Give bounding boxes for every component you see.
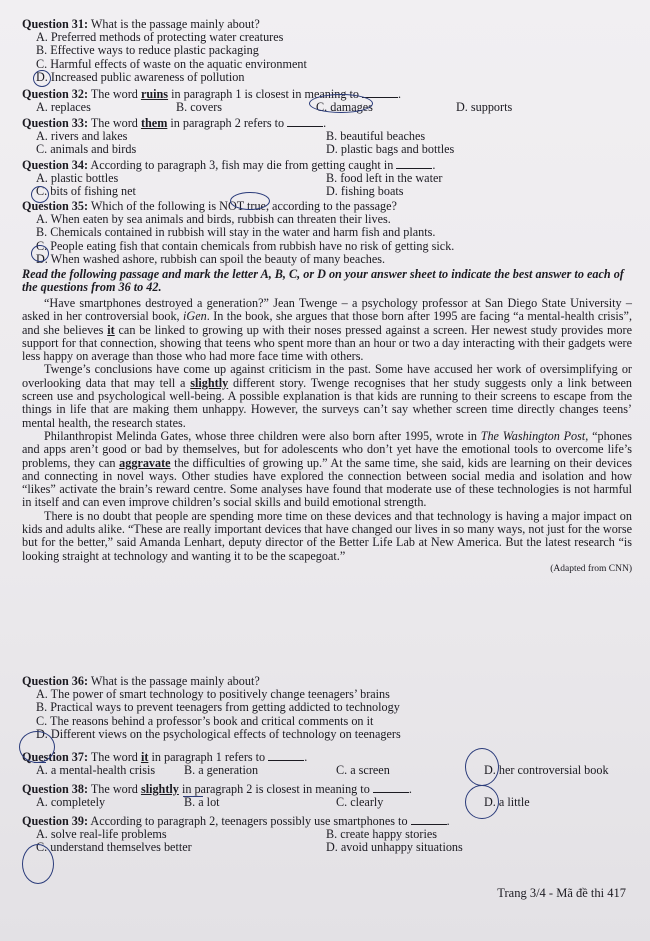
passage-paragraph-3: [22, 430, 632, 510]
question-stem-pre: The word: [90, 116, 138, 130]
question-number: Question 31:: [22, 17, 89, 31]
question-stem: What is the passage mainly about?: [90, 674, 260, 688]
underlined-word-aggravate: aggravate: [119, 455, 171, 470]
passage-text: “Have smartphones destroyed a generation?” Jean Twenge – a psychology professor at San Diego State University – asked in her controversial book,: [22, 296, 632, 324]
option-a[interactable]: A. When eaten by sea animals and birds, rubbish can threaten their lives.: [36, 212, 391, 227]
question-number: Question 39:: [22, 814, 89, 828]
option-c[interactable]: C. The reasons behind a professor’s book and critical comments on it: [36, 713, 374, 728]
question-38: Question 38: The word slightly in paragraph 2 is closest in meaning to . A. completely B. a lot C. clearly D. a little: [22, 782, 530, 810]
option-c[interactable]: C. understand themselves better: [36, 840, 192, 855]
option-c[interactable]: C. a screen: [336, 763, 390, 778]
option-b[interactable]: B. Practical ways to prevent teenagers from getting addicted to technology: [36, 700, 400, 715]
page-footer: Trang 3/4 - Mã đề thi 417: [497, 886, 626, 900]
answer-blank: [411, 814, 447, 825]
option-a[interactable]: A. plastic bottles: [36, 171, 119, 186]
question-number: Question 34:: [22, 158, 89, 172]
option-d[interactable]: D. fishing boats: [326, 184, 404, 199]
question-37: Question 37: The word it in paragraph 1 refers to . A. a mental-health crisis B. a generation C. a screen D. her controversial book: [22, 750, 609, 778]
option-b[interactable]: B. create happy stories: [326, 827, 438, 842]
option-c[interactable]: C. Harmful effects of waste on the aquatic environment: [36, 56, 307, 71]
book-title: iGen: [183, 309, 207, 324]
question-36: [22, 675, 632, 741]
option-b[interactable]: B. covers: [176, 100, 223, 115]
option-a[interactable]: A. Preferred methods of protecting water creatures: [36, 30, 284, 45]
target-word: them: [140, 116, 168, 130]
option-c[interactable]: C. People eating fish that contain chemicals from rubbish have no risk of getting sick.: [36, 238, 455, 253]
option-d[interactable]: D. Different views on the psychological effects of technology on teenagers: [36, 726, 401, 741]
question-32: Question 32: The word ruins in paragraph 1 is closest in meaning to . A. replaces B. covers C. damages D. supports: [22, 87, 513, 115]
question-stem-post: in paragraph 1 refers to: [151, 750, 266, 764]
answer-blank: [373, 782, 409, 793]
option-b[interactable]: B. a lot: [184, 795, 220, 810]
option-c[interactable]: C. clearly: [336, 795, 384, 810]
option-a[interactable]: A. replaces: [36, 100, 91, 115]
question-stem-pre: The word: [90, 750, 138, 764]
question-stem: What is the passage mainly about?: [90, 17, 260, 31]
question-number: Question 37:: [22, 750, 89, 764]
newspaper-title: The Washington Post: [480, 428, 586, 443]
option-a[interactable]: A. rivers and lakes: [36, 129, 128, 144]
option-c[interactable]: C. bits of fishing net: [36, 184, 136, 199]
passage-paragraph-1: [22, 297, 632, 363]
passage-source: (Adapted from CNN): [550, 563, 632, 574]
option-b[interactable]: B. Effective ways to reduce plastic packaging: [36, 43, 259, 58]
question-31: [22, 18, 632, 84]
target-word: it: [140, 750, 149, 764]
option-a[interactable]: A. a mental-health crisis: [36, 763, 156, 778]
reading-passage: [22, 297, 632, 576]
passage-text: . In the book, she argues that those born after 1995 are facing “a mental-health crisis”, and she believes: [22, 309, 632, 337]
question-stem: According to paragraph 2, teenagers possibly use smartphones to: [90, 814, 408, 828]
option-c[interactable]: C. damages: [316, 100, 373, 115]
option-c[interactable]: C. animals and birds: [36, 142, 137, 157]
passage-text: different story. Twenge recognises that her study suggests only a link between screen use and psychological well-being. A possible explanation is that kids are running to their screens to escape from the things in life that are making them unhappy. However, the surveys can’t say whether screen time directly changes teens’ mental health, the research states.: [22, 375, 632, 430]
target-word: slightly: [140, 782, 179, 796]
question-34: Question 34: According to paragraph 3, fish may die from getting caught in . A. plastic bottles B. food left in the water C. bits of fishing net D. fishing boats: [22, 158, 443, 199]
question-stem-post: in paragraph 2 is closest in meaning to: [181, 782, 370, 796]
answer-blank: [362, 87, 398, 98]
option-d[interactable]: D. plastic bags and bottles: [326, 142, 455, 157]
option-d[interactable]: D. avoid unhappy situations: [326, 840, 463, 855]
option-a[interactable]: A. solve real-life problems: [36, 827, 167, 842]
question-number: Question 38:: [22, 782, 89, 796]
passage-paragraph-4: There is no doubt that people are spending more time on these devices and that technology is having a major impact on kids and adults alike. “These are really important devices that have changed our lives in so many ways, not just for the worse but for the better,” said Amanda Lenhart, deputy director of the Better Life Lab at New America. But the latest research “is looking straight at technology and wanting it to be the scapegoat.”: [22, 508, 632, 563]
question-33: Question 33: The word them in paragraph 2 refers to . A. rivers and lakes B. beautiful beaches C. animals and birds D. plastic bags and bottles: [22, 116, 455, 157]
option-a[interactable]: A. The power of smart technology to positively change teenagers’ brains: [36, 687, 390, 702]
passage-paragraph-2: [22, 363, 632, 429]
option-d[interactable]: D. When washed ashore, rubbish can spoil the beauty of many beaches.: [36, 251, 386, 266]
question-stem: Which of the following is NOT true, according to the passage?: [90, 199, 397, 213]
passage-text: , “phones and apps aren’t good or bad by themselves, but for adolescents who don’t yet have the emotional tools to overcome life’s problems, they can: [22, 428, 633, 470]
option-b[interactable]: B. a generation: [184, 763, 259, 778]
option-b[interactable]: B. Chemicals contained in rubbish will stay in the water and harm fish and plants.: [36, 225, 436, 240]
option-a[interactable]: A. completely: [36, 795, 106, 810]
question-stem-post: in paragraph 1 is closest in meaning to: [171, 87, 359, 101]
target-word: ruins: [140, 87, 169, 101]
question-number: Question 32:: [22, 87, 89, 101]
question-number: Question 35:: [22, 199, 89, 213]
passage-text: can be linked to growing up with their noses pressed against a screen. Her newest study provides more support for that connection, showing that teens who spent more than an hour or two a day interacting with their gadgets were less happy on average than those who had more face time with others.: [22, 322, 632, 364]
reading-instruction: Read the following passage and mark the letter A, B, C, or D on your answer sheet to indicate the best answer to each of the questions from 36 to 42.: [22, 267, 624, 295]
passage-text: the difficulties of growing up.” At the same time, she said, kids are learning on their devices and connecting in novel ways. Other studies have explored the connection between social media and isolation and how “likes” activate the brain’s reward centre. Some analyses have found that moderate use of these technologies is not harmful in itself and can even improve children’s social skills and build emotional strength.: [22, 455, 632, 510]
underlined-word-it: it: [107, 322, 115, 337]
passage-text: Twenge’s conclusions have come up against criticism in the past. Some have accused her work of oversimplifying or overlooking data that may tell a: [22, 362, 632, 390]
passage-text: Philanthropist Melinda Gates, whose three children were also born after 1995, wrote in: [44, 428, 481, 443]
option-b[interactable]: B. beautiful beaches: [326, 129, 426, 144]
option-d[interactable]: D. a little: [484, 795, 530, 810]
question-stem: According to paragraph 3, fish may die from getting caught in: [90, 158, 394, 172]
question-stem-post: in paragraph 2 refers to: [170, 116, 285, 130]
option-d[interactable]: D. Increased public awareness of pollution: [36, 69, 245, 84]
underlined-word-slightly: slightly: [190, 375, 229, 390]
answer-blank: [287, 116, 323, 127]
answer-blank: [268, 750, 304, 761]
option-b[interactable]: B. food left in the water: [326, 171, 443, 186]
question-number: Question 33:: [22, 116, 89, 130]
question-39: Question 39: According to paragraph 2, teenagers possibly use smartphones to . A. solve real-life problems B. create happy stories C. understand themselves better D. avoid unhappy situations: [22, 814, 463, 855]
option-d[interactable]: D. her controversial book: [484, 763, 609, 778]
question-stem-pre: The word: [90, 782, 138, 796]
option-d[interactable]: D. supports: [456, 100, 513, 115]
question-35: [22, 200, 632, 266]
question-stem-pre: The word: [90, 87, 138, 101]
question-number: Question 36:: [22, 674, 89, 688]
answer-blank: [396, 158, 432, 169]
